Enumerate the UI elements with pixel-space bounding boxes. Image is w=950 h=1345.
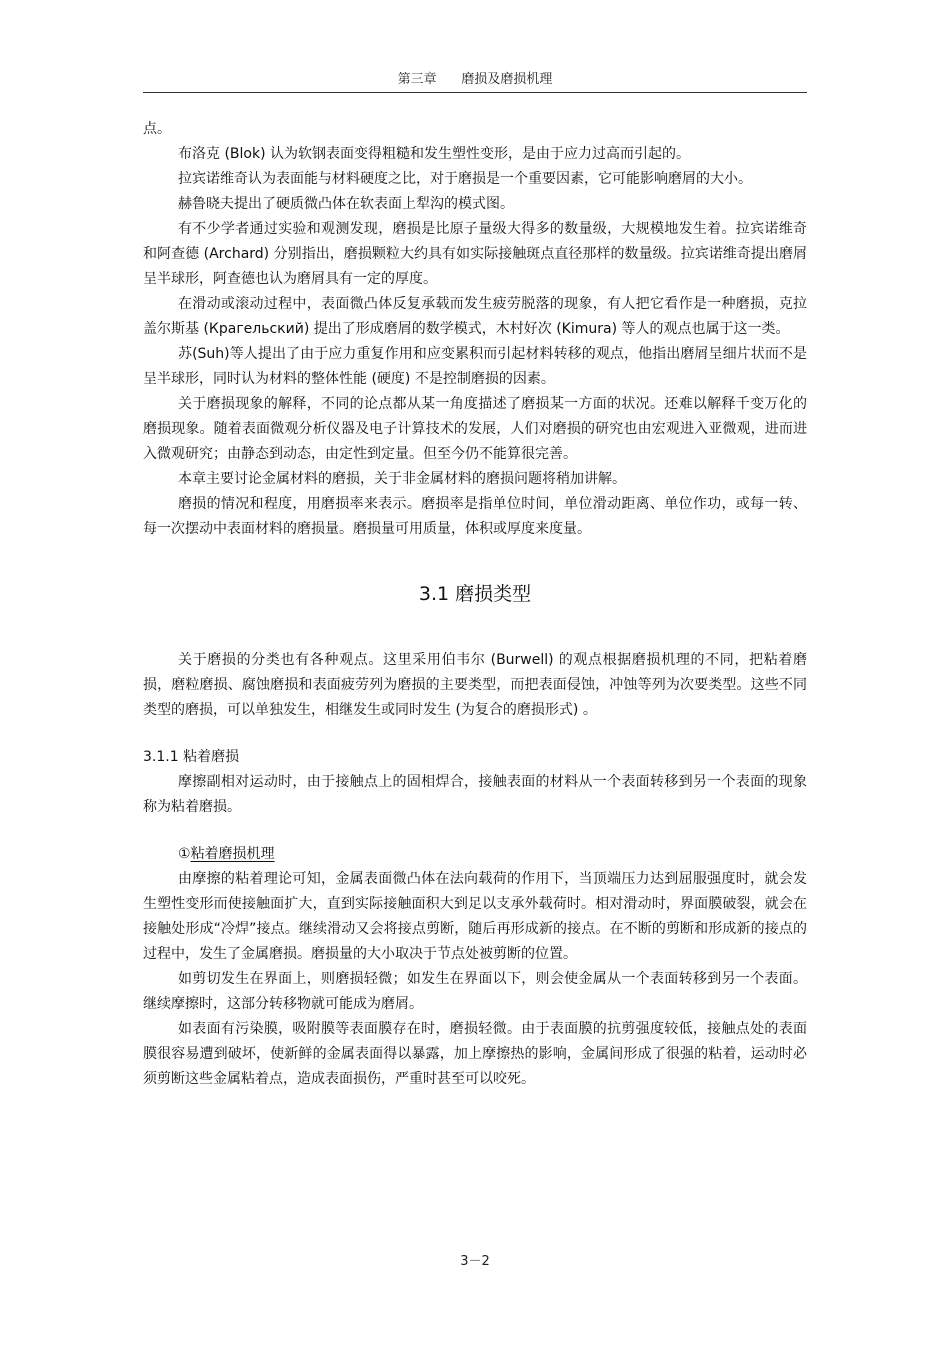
page-body: [143, 117, 807, 1092]
page-header: [143, 68, 807, 87]
section-title: 3.1 磨损类型: [418, 583, 532, 605]
paragraph: 点。: [143, 121, 171, 137]
paragraph: 苏(Suh)等人提出了由于应力重复作用和应变累积而引起材料转移的观点，他指出磨屑呈细片状而不是呈半球形，同时认为材料的整体性能 (硬度) 不是控制磨损的因素。: [143, 346, 807, 387]
chapter-label: 第三章: [397, 72, 437, 87]
paragraph: 如剪切发生在界面上，则磨损轻微；如发生在界面以下，则会使金属从一个表面转移到另一个表面。继续摩擦时，这部分转移物就可能成为磨屑。: [143, 971, 807, 1012]
subsection-title: 3.1.1 粘着磨损: [143, 749, 240, 765]
paragraph: 有不少学者通过实验和观测发现，磨损是比原子量级大得多的数量级，大规模地发生着。拉宾诺维奇和阿查德 (Archard) 分别指出，磨损颗粒大约具有如实际接触斑点直径那样的数量级。拉宾诺维奇提出磨屑呈半球形，阿查德也认为磨屑具有一定的厚度。: [143, 221, 807, 287]
paragraph: 在滑动或滚动过程中，表面微凸体反复承载而发生疲劳脱落的现象，有人把它看作是一种磨损，克拉盖尔斯基 (Крагельский) 提出了形成磨屑的数学模式，木村好次 (Kimura) 等人的观点也属于这一类。: [143, 296, 807, 337]
item-title-text: 粘着磨损机理: [190, 846, 275, 862]
paragraph: 赫鲁晓夫提出了硬质微凸体在软表面上犁沟的模式图。: [178, 196, 514, 212]
paragraph: 关于磨损的分类也有各种观点。这里采用伯韦尔 (Burwell) 的观点根据磨损机理的不同，把粘着磨损，磨粒磨损、腐蚀磨损和表面疲劳列为磨损的主要类型，而把表面侵蚀，冲蚀等列为次要类型。这些不同类型的磨损，可以单独发生，相继发生或同时发生 (为复合的磨损形式) 。: [143, 652, 807, 718]
paragraph: 如表面有污染膜，吸附膜等表面膜存在时，磨损轻微。由于表面膜的抗剪强度较低，接触点处的表面膜很容易遭到破坏，使新鲜的金属表面得以暴露，加上摩擦热的影响，金属间形成了很强的粘着，运动时必须剪断这些金属粘着点，造成表面损伤，严重时甚至可以咬死。: [143, 1021, 807, 1087]
item-marker: ①: [178, 846, 191, 862]
paragraph: 摩擦副相对运动时，由于接触点上的固相焊合，接触表面的材料从一个表面转移到另一个表面的现象称为粘着磨损。: [143, 774, 807, 815]
header-rule: [143, 92, 807, 93]
paragraph: 本章主要讨论金属材料的磨损，关于非金属材料的磨损问题将稍加讲解。: [178, 471, 626, 487]
paragraph: 拉宾诺维奇认为表面能与材料硬度之比，对于磨损是一个重要因素，它可能影响磨屑的大小。: [178, 171, 752, 187]
paragraph: 由摩擦的粘着理论可知，金属表面微凸体在法向载荷的作用下，当顶端压力达到屈服强度时，就会发生塑性变形而使接触面扩大，直到实际接触面积大到足以支承外载荷时。相对滑动时，界面膜破裂，就会在接触处形成“冷焊”接点。继续滑动又会将接点剪断，随后再形成新的接点。在不断的剪断和形成新的接点的过程中，发生了金属磨损。磨损量的大小取决于节点处被剪断的位置。: [143, 871, 807, 962]
paragraph: 布洛克 (Blok) 认为软钢表面变得粗糙和发生塑性变形，是由于应力过高而引起的。: [178, 146, 690, 162]
chapter-title: 磨损及磨损机理: [461, 72, 553, 87]
paragraph: 磨损的情况和程度，用磨损率来表示。磨损率是指单位时间，单位滑动距离、单位作功，或每一转、每一次摆动中表面材料的磨损量。磨损量可用质量，体积或厚度来度量。: [143, 496, 807, 537]
page-number: 3－2: [460, 1254, 490, 1269]
paragraph: 关于磨损现象的解释，不同的论点都从某一角度描述了磨损某一方面的状况。还难以解释千变万化的磨损现象。随着表面微观分析仪器及电子计算技术的发展，人们对磨损的研究也由宏观进入亚微观，进而进入微观研究；由静态到动态，由定性到定量。但至今仍不能算很完善。: [143, 396, 807, 462]
item-title: [143, 842, 807, 867]
